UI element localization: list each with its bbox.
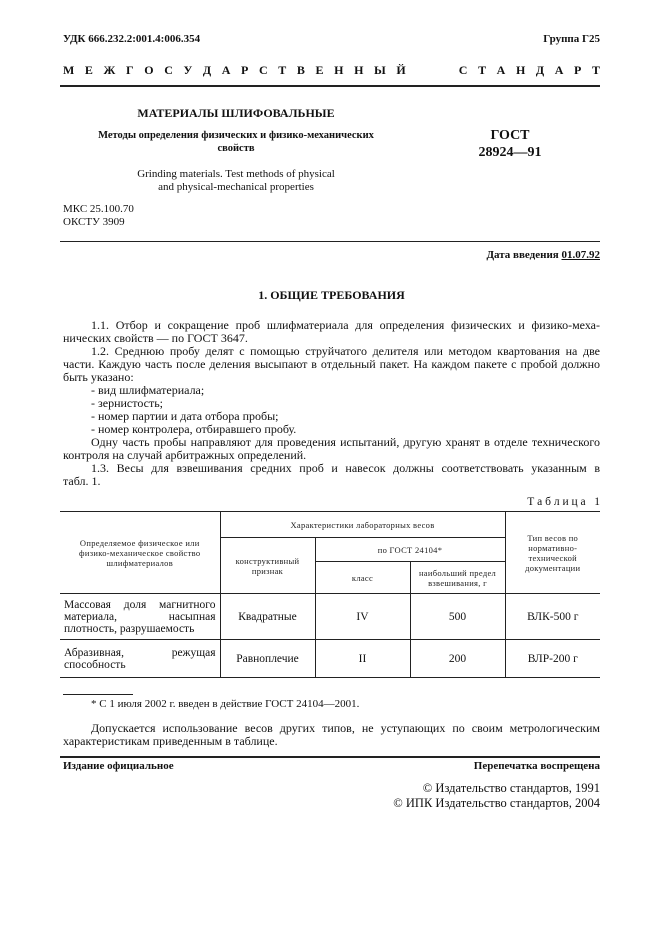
allowed-line1: Допускается использование весов других типов, не уступающих по своим метрологическим: [91, 721, 600, 735]
codes-rule: [60, 241, 600, 242]
cell-limit: 500: [410, 594, 505, 640]
copyright-2004: © ИПК Издательство стандартов, 2004: [393, 796, 600, 810]
p1-3-line1: 1.3. Весы для взвешивания средних проб и навесок должны соответствовать указанным в: [91, 461, 600, 475]
cell-type: ВЛК-500 г: [505, 594, 600, 640]
header-scale-type: Тип весов по нормативно-технической документации: [505, 512, 600, 594]
header-characteristics: Характеристики лабораторных весов: [220, 512, 505, 538]
cell-design: Квадратные: [220, 594, 315, 640]
table-row: [60, 594, 600, 640]
header-class: класс: [315, 562, 410, 594]
header-design: конструктивный признак: [220, 538, 315, 594]
title-sub-line2: свойств: [217, 143, 255, 154]
cell-limit: 200: [410, 640, 505, 678]
intro-date-value: 01.07.92: [561, 249, 600, 261]
footer-rule: [60, 756, 600, 758]
banner-rule: [60, 85, 600, 87]
intro-date-label: Дата введения: [486, 249, 559, 261]
mks-code: МКС 25.100.70: [63, 203, 134, 215]
p-one-part-line1: Одну часть пробы направляют для проведения испытаний, другую хранят в отделе технического: [91, 435, 600, 449]
list-item-1: - вид шлифматериала;: [91, 383, 205, 397]
p1-1-line2: нических свойств — по ГОСТ 3647.: [63, 331, 248, 345]
okstu-code: ОКСТУ 3909: [63, 216, 125, 228]
header-determined-property: Определяемое физическое или физико-механическое свойство шлифматериалов: [60, 512, 220, 594]
title-main: МАТЕРИАЛЫ ШЛИФОВАЛЬНЫЕ: [137, 106, 335, 120]
table-row: [60, 640, 600, 678]
cell-class: IV: [315, 594, 410, 640]
cell-type: ВЛР-200 г: [505, 640, 600, 678]
udk-code: УДК 666.232.2:001.4:006.354: [63, 33, 201, 45]
p1-2-line2: части. Каждую часть после деления высыпают в отдельный пакет. На каждом пакете с пробой должно: [63, 357, 600, 371]
gost-number: 28924—91: [478, 145, 542, 160]
header-max-limit: наибольший предел взвешивания, г: [410, 562, 505, 594]
section-heading: 1. ОБЩИЕ ТРЕБОВАНИЯ: [258, 288, 405, 302]
title-sub-line1: Методы определения физических и физико-механических: [98, 130, 374, 141]
standard-banner: М Е Ж Г О С У Д А Р С Т В Е Н Н Ы Й С Т А Н Д А Р Т: [63, 63, 600, 77]
cell-class: II: [315, 640, 410, 678]
group-code: Группа Г25: [543, 33, 600, 45]
p1-2-line1: 1.2. Среднюю пробу делят с помощью струйчатого делителя или методом квартования на две: [91, 344, 600, 358]
cell-design: Равноплечие: [220, 640, 315, 678]
title-en-line2: and physical-mechanical properties: [158, 181, 314, 193]
copyright-1991: © Издательство стандартов, 1991: [422, 781, 600, 795]
gost-label: ГОСТ: [490, 128, 530, 143]
table-caption: Т а б л и ц а 1: [527, 496, 600, 508]
allowed-line2: характеристикам приведенным в таблице.: [63, 734, 278, 748]
p-one-part-line2: контроля на случай арбитражных определений.: [63, 448, 307, 462]
reprint-prohibited: Перепечатка воспрещена: [473, 760, 600, 772]
title-en-line1: Grinding materials. Test methods of physical: [137, 168, 335, 180]
list-item-4: - номер контролера, отбиравшего пробу.: [91, 422, 297, 436]
intro-date: [400, 249, 600, 261]
weights-table: [60, 511, 600, 678]
p1-2-line3: быть указано:: [63, 370, 134, 384]
list-item-3: - номер партии и дата отбора пробы;: [91, 409, 279, 423]
p1-1-line1: 1.1. Отбор и сокращение проб шлифматериала для определения физических и физико-меха-: [91, 318, 600, 332]
p1-3-line2: табл. 1.: [63, 474, 101, 488]
list-item-2: - зернистость;: [91, 396, 163, 410]
edition-official: Издание официальное: [63, 760, 174, 772]
cell-property: Абразивная, режущая способность: [60, 640, 220, 678]
cell-property: Массовая доля магнитного материала, насыпная плотность, разрушаемость: [60, 594, 220, 640]
footnote: * С 1 июля 2002 г. введен в действие ГОСТ 24104—2001.: [91, 698, 360, 710]
footnote-rule: [63, 694, 133, 695]
header-by-gost: по ГОСТ 24104*: [315, 538, 505, 562]
